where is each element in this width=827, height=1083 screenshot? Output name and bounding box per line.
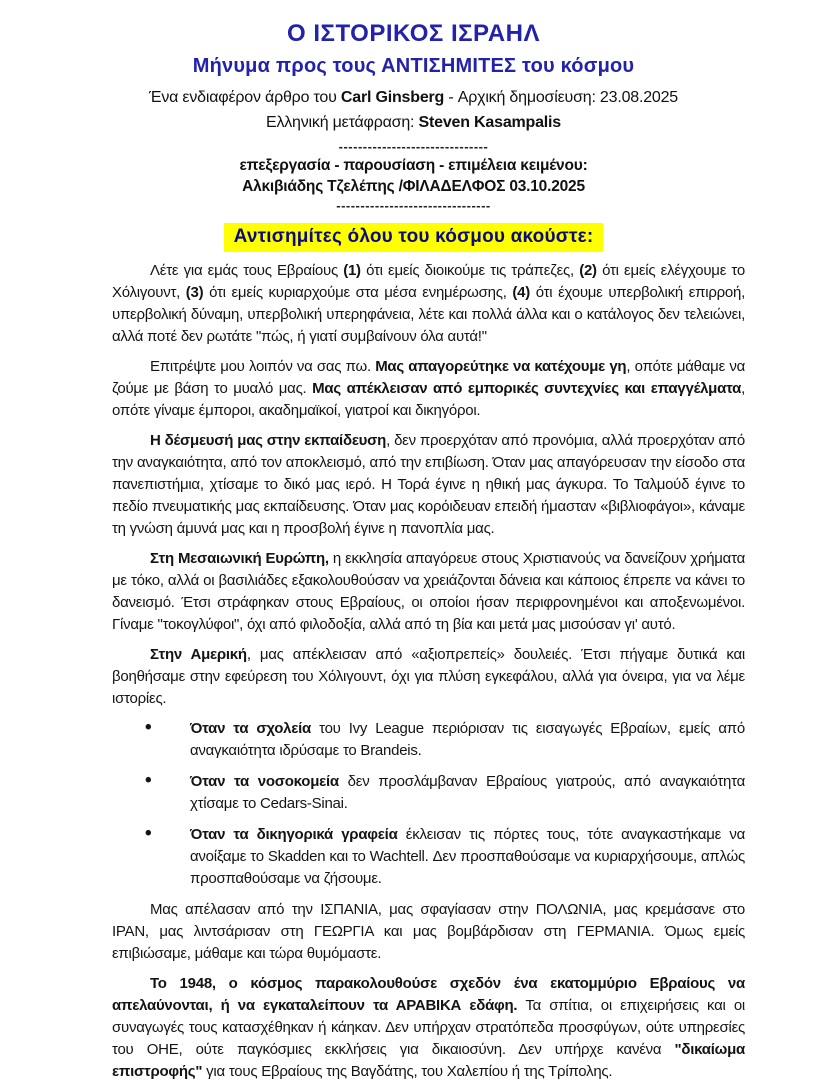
translation-credit: Ελληνική μετάφραση: Steven Kasampalis [265,114,561,131]
highlight-heading: Αντισημίτες όλου του κόσμου ακούστε: [224,223,604,252]
paragraph-1: Λέτε για εμάς τους Εβραίους (1) ότι εμείς διοικούμε τις τράπεζες, (2) ότι εμείς ελέγχουμε το Χόλιγουντ, (3) ότι εμείς κυριαρχούμε στα μέσα ενημέρωσης, (4) ότι έχουμε υπερβολική επιρροή, υπερβολική δύναμη, υπερβολική υπερηφάνεια, λέτε και πολλά άλλα και ο κατάλογος δεν τελειώνει, αλλά ποτέ δεν ρωτάτε "πώς, ή γιατί συμβαίνουν όλα αυτά!" [112,262,746,345]
bullet-item-schools: • Όταν τα σχολεία του Ivy League περιόρισαν τις εισαγωγές Εβραίων, εμείς από αναγκαιότητα ιδρύσαμε το Brandeis. [112,718,745,762]
editing-credit-line2: Αλκιβιάδης Τζελέπης /ΦΙΛΑΔΕΛΦΟΣ 03.10.2025 [242,178,585,195]
dashed-divider-top: ------------------------------- [338,139,489,154]
article-subtitle: Μήνυμα προς τους ΑΝΤΙΣΗΜΙΤΕΣ του κόσμου [192,55,635,77]
paragraph-5: Στην Αμερική, μας απέκλεισαν από «αξιοπρεπείς» δουλειές. Έτσι πήγαμε δυτικά και βοηθήσαμε στην εφεύρεση του Χόλιγουντ, όχι για πλύση εγκεφάλου, αλλά για όνειρα, για να λέμε ιστορίες. [112,646,745,707]
bullet-item-law-firms: • Όταν τα δικηγορικά γραφεία έκλεισαν τις πόρτες τους, τότε αναγκαστήκαμε να ανοίξαμε το Skadden και το Wachtell. Δεν προσπαθούσαμε να κυριαρχήσουμε, απλώς προσπαθούσαμε να ζήσουμε. [112,824,745,890]
dashed-divider-bottom: -------------------------------- [336,198,491,213]
byline: Ένα ενδιαφέρον άρθρο του Carl Ginsberg - Αρχική δημοσίευση: 23.08.2025 [148,89,679,106]
paragraph-7: Το 1948, ο κόσμος παρακολουθούσε σχεδόν ένα εκατομμύριο Εβραίους να απελαύνονται, ή να εγκαταλείπουν τα ΑΡΑΒΙΚΑ εδάφη. Τα σπίτια, οι επιχειρήσεις και οι συναγωγές τους κατασχέθηκαν ή κάηκαν. Δεν υπήρχαν στρατόπεδα προσφύγων, ούτε υπηρεσίες του ΟΗΕ, ούτε παγκόσμιες εκκλήσεις για δικαιοσύνη. Δεν υπήρχε κανένα "δικαίωμα επιστροφής" για τους Εβραίους της Βαγδάτης, του Χαλεπίου ή της Τρίπολης. [112,975,745,1080]
paragraph-2: Επιτρέψτε μου λοιπόν να σας πω. Μας απαγορεύτηκε να κατέχουμε γη, οπότε μάθαμε να ζούμε με βάση το μυαλό μας. Μας απέκλεισαν από εμπορικές συντεχνίες και επαγγέλματα, οπότε γίναμε έμποροι, ακαδημαϊκοί, γιατροί και δικηγόροι. [112,358,746,419]
document-header [0,20,827,214]
editing-credit-line1: επεξεργασία - παρουσίαση - επιμέλεια κειμένου: [239,157,588,174]
paragraph-3: Η δέσμευσή μας στην εκπαίδευση, δεν προερχόταν από προνόμια, αλλά προερχόταν από την αναγκαιότητα, από τον αποκλεισμό, από την επιβίωση. Όταν μας απαγόρευσαν την είσοδο στα πανεπιστήμια, χτίσαμε το δικό μας ιερό. Η Τορά έγινε η ηθική μας άγκυρα. Το Ταλμούδ έγινε το πεδίο πνευματικής μας εκπαίδευσης. Όταν μας κορόιδευαν επειδή ήμασταν «βιβλιοφάγοι», κάναμε τη γνώση άμυνά μας και η προσβολή έγινε η πανοπλία μας. [112,432,745,537]
article-title: Ο ΙΣΤΟΡΙΚΟΣ ΙΣΡΑΗΛ [287,20,540,47]
paragraph-4: Στη Μεσαιωνική Ευρώπη, η εκκλησία απαγόρευε στους Χριστιανούς να δανείζουν χρήματα με τόκο, αλλά οι βασιλιάδες εξακολουθούσαν να χρειάζονται δάνεια και κάποιος έπρεπε να κάνει το δανεισμό. Έτσι στράφηκαν στους Εβραίους, οι οποίοι ήσαν περιφρονημένοι και αποξενωμένοι. Γίναμε "τοκογλύφοι", όχι από φιλοδοξία, αλλά από τη βία και μετά μας μισούσαν γι' αυτό. [112,550,745,633]
article-body [112,260,745,1083]
bullet-item-hospitals: • Όταν τα νοσοκομεία δεν προσλάμβαναν Εβραίους γιατρούς, από αναγκαιότητα χτίσαμε το Cedars-Sinai. [112,771,745,815]
bullet-list [112,718,745,890]
paragraph-6: Μας απέλασαν από την ΙΣΠΑΝΙΑ, μας σφαγίασαν στην ΠΟΛΩΝΙΑ, μας κρεμάσανε στο ΙΡΑΝ, μας λιντσάρισαν στη ΓΕΩΡΓΙΑ και μας βομβάρδισαν στη ΓΕΡΜΑΝΙΑ. Όμως εμείς επιβιώσαμε, μάθαμε και τώρα θυμόμαστε. [112,901,745,962]
highlight-heading-row [0,223,827,252]
